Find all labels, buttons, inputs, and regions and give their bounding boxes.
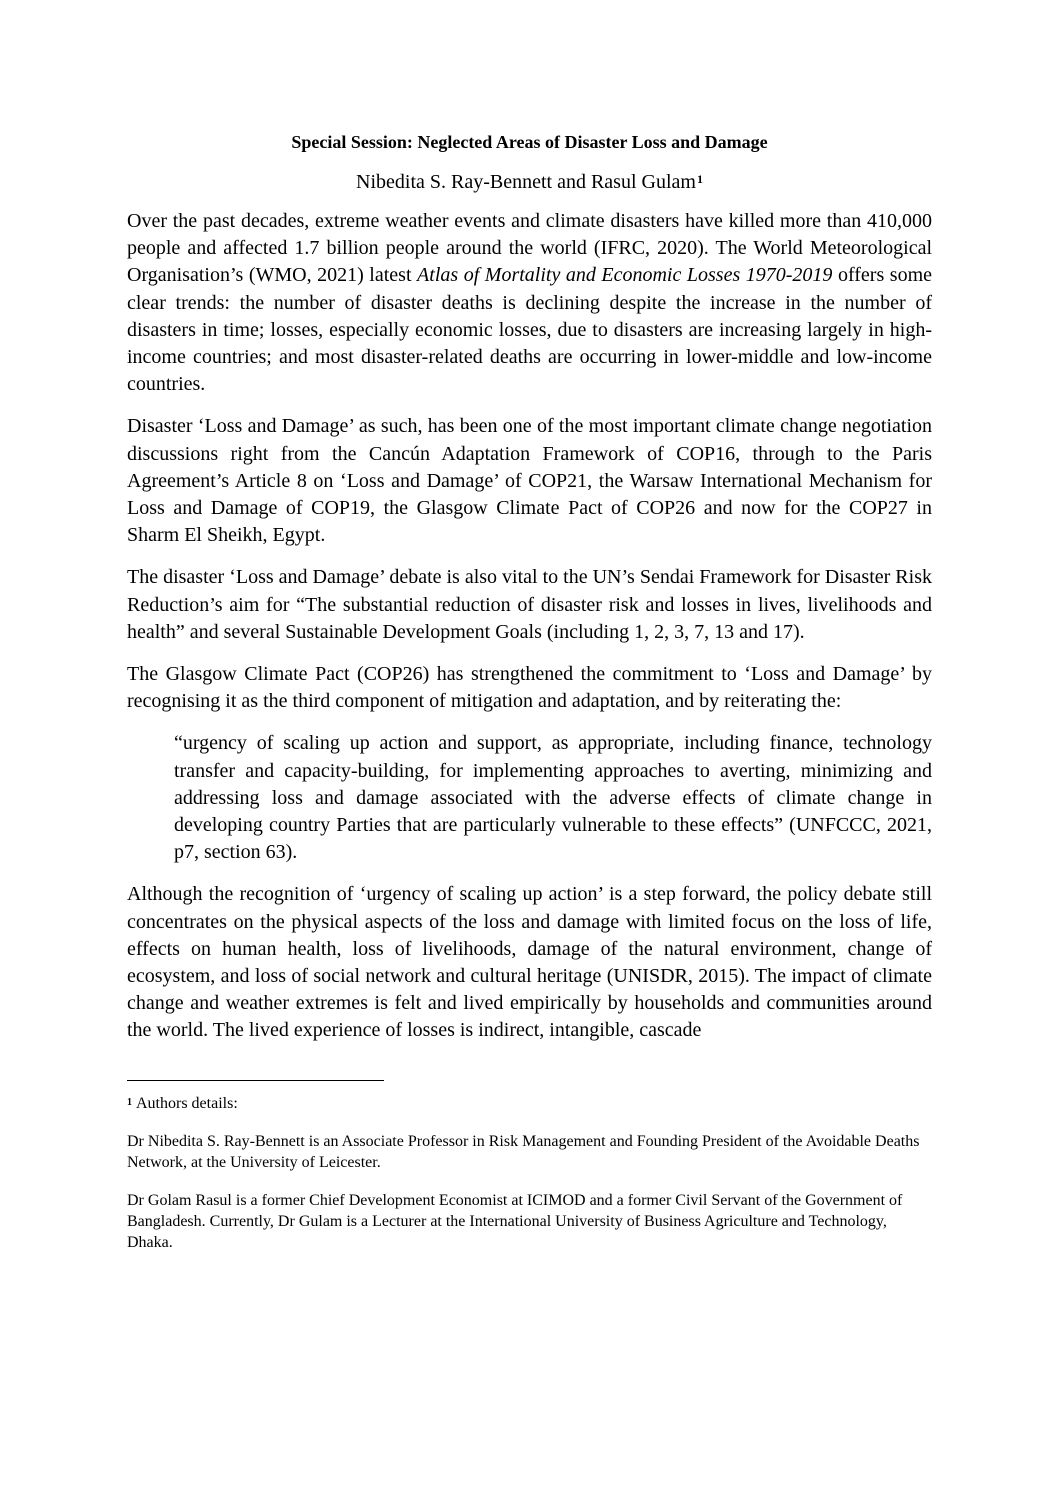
footnote-author-2: Dr Golam Rasul is a former Chief Development Economist at ICIMOD and a former Civil Servant of the Government of Bangladesh. Currently, Dr Gulam is a Lecturer at the International University of Business Agriculture and Technology, Dhaka. — [127, 1192, 903, 1251]
paragraph-2: Disaster ‘Loss and Damage’ as such, has been one of the most important climate change negotiation discussions right from the Cancún Adaptation Framework of COP16, through to the Paris Agreement’s Article 8 on ‘Loss and Damage’ of COP21, the Warsaw International Mechanism for Loss and Damage of COP19, the Glasgow Climate Pact of COP26 and now for the COP27 in Sharm El Sheikh, Egypt. — [127, 415, 932, 547]
document-title: Special Session: Neglected Areas of Disaster Loss and Damage — [291, 132, 768, 152]
body-text — [127, 208, 932, 1060]
paragraph-3: The disaster ‘Loss and Damage’ debate is also vital to the UN’s Sendai Framework for Disaster Risk Reduction’s aim for “The substantial reduction of disaster risk and losses in lives, livelihoods and health” and several Sustainable Development Goals (including 1, 2, 3, 7, 13 and 17). — [127, 566, 932, 643]
paragraph-1 — [127, 208, 932, 398]
paragraph-1-part-b: offers some clear trends: the number of disaster deaths is declining despite the increase in the number of disasters in time; losses, especially economic losses, due to disasters are increasing largely in high-income countries; and most disaster-related deaths are occurring in lower-middle and low-income countries. — [127, 264, 932, 396]
paragraph-4: The Glasgow Climate Pact (COP26) has strengthened the commitment to ‘Loss and Damage’ by recognising it as the third component of mitigation and adaptation, and by reiterating the: — [127, 663, 932, 713]
footnote-divider — [127, 1080, 384, 1081]
paragraph-5: Although the recognition of ‘urgency of scaling up action’ is a step forward, the policy debate still concentrates on the physical aspects of the loss and damage with limited focus on the loss of life, effects on human health, loss of livelihoods, damage of the natural environment, change of ecosystem, and loss of social network and cultural heritage (UNISDR, 2015). The impact of climate change and weather extremes is felt and lived empirically by households and communities around the world. The lived experience of losses is indirect, intangible, cascade — [127, 883, 932, 1042]
footnote-heading-text: Authors details: — [136, 1095, 238, 1112]
footnote-reference[interactable]: 1 — [696, 172, 703, 186]
footnote-heading — [127, 1093, 932, 1114]
footnote-author-1: Dr Nibedita S. Ray-Bennett is an Associate Professor in Risk Management and Founding President of the Avoidable Deaths Network, at the University of Leicester. — [127, 1133, 920, 1171]
paragraph-1-part-a: Over the past decades, extreme weather events and climate disasters have killed more than 410,000 people and affected 1.7 billion people around the world (IFRC, 2020). The World Meteorological Organisation’s (WMO, 2021) latest — [127, 210, 932, 287]
footnotes — [127, 1093, 932, 1270]
atlas-title-italic: Atlas of Mortality and Economic Losses 1970-2019 — [417, 264, 833, 287]
author-line — [127, 168, 932, 196]
footnote-mark: 1 — [127, 1097, 132, 1108]
block-quote: “urgency of scaling up action and support, as appropriate, including finance, technology transfer and capacity-building, for implementing approaches to averting, minimizing and addressing loss and damage associated with the adverse effects of climate change in developing country Parties that are particularly vulnerable to these effects” (UNFCCC, 2021, p7, section 63). — [174, 732, 932, 864]
author-names: Nibedita S. Ray-Bennett and Rasul Gulam — [356, 171, 696, 193]
